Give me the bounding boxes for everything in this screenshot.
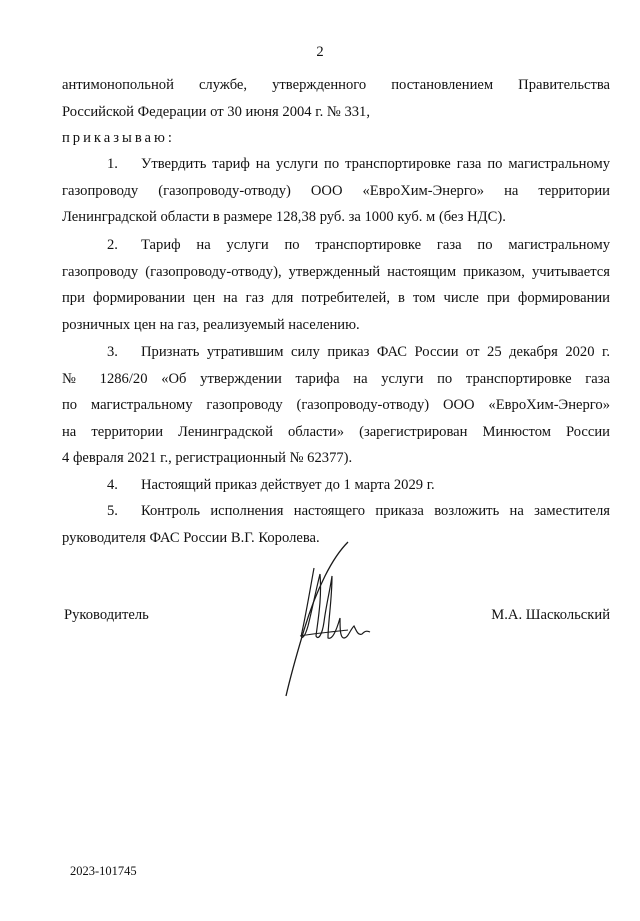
order-item-2 [62, 232, 610, 338]
intro-word: утвержденного [272, 77, 367, 93]
item-number: 5. [107, 503, 118, 519]
signer-role: Руководитель [64, 607, 149, 623]
intro-word: службе, [198, 77, 248, 93]
item-number: 2. [107, 237, 118, 253]
signature-row [62, 607, 610, 631]
item-first-line [62, 339, 610, 366]
item-line: при формировании цен на газ для потребителей, в том числе при формировании [62, 290, 610, 306]
item-line: по магистральному газопроводу (газопроводу-отводу) ООО «ЕвроХим-Энерго» [62, 397, 610, 413]
item-number: 4. [107, 477, 118, 493]
item-first-line [62, 472, 610, 499]
item-text: Настоящий приказ действует до 1 марта 2029 г. [141, 477, 435, 493]
item-line: 4 февраля 2021 г., регистрационный № 62377). [62, 450, 353, 466]
page-number: 2 [316, 44, 324, 60]
signer-name: М.А. Шаскольский [491, 607, 610, 623]
item-text: Контроль исполнения настоящего приказа возложить на заместителя [141, 503, 610, 519]
order-item-4 [62, 472, 610, 499]
intro-word: Правительства [518, 77, 611, 93]
order-item-3 [62, 339, 610, 472]
item-line: розничных цен на газ, реализуемый населению. [62, 316, 360, 333]
item-line: Ленинградской области в размере 128,38 руб. за 1000 куб. м (без НДС). [62, 209, 506, 225]
order-item-1 [62, 151, 610, 231]
intro-paragraph [62, 72, 610, 152]
intro-line-2: Российской Федерации от 30 июня 2004 г. № 331, [62, 103, 370, 120]
item-text: Признать утратившим силу приказ ФАС России от 25 декабря 2020 г. [141, 344, 610, 360]
document-code: 2023-101745 [70, 864, 137, 878]
intro-word: постановлением [391, 77, 494, 93]
item-text: Утвердить тариф на услуги по транспортировке газа по магистральному [141, 156, 610, 172]
item-text: Тариф на услуги по транспортировке газа по магистральному [141, 237, 610, 253]
item-line: газопроводу (газопроводу-отводу) ООО «ЕвроХим-Энерго» на территории [62, 182, 610, 199]
item-number: 3. [107, 344, 118, 360]
item-line: газопроводу (газопроводу-отводу), утвержденный настоящим приказом, учитывается [62, 263, 610, 280]
item-line: на территории Ленинградской области» (зарегистрирован Минюстом России [62, 423, 610, 440]
intro-line-1 [62, 72, 610, 99]
item-first-line [62, 151, 610, 178]
item-line: № 1286/20 «Об утверждении тарифа на услуги по транспортировке газа [62, 370, 610, 387]
item-number: 1. [107, 156, 118, 172]
order-word: приказываю: [62, 130, 175, 146]
intro-word: антимонопольной [62, 77, 174, 93]
item-first-line [62, 498, 610, 525]
item-line: руководителя ФАС России В.Г. Королева. [62, 529, 320, 546]
item-first-line [62, 232, 610, 259]
